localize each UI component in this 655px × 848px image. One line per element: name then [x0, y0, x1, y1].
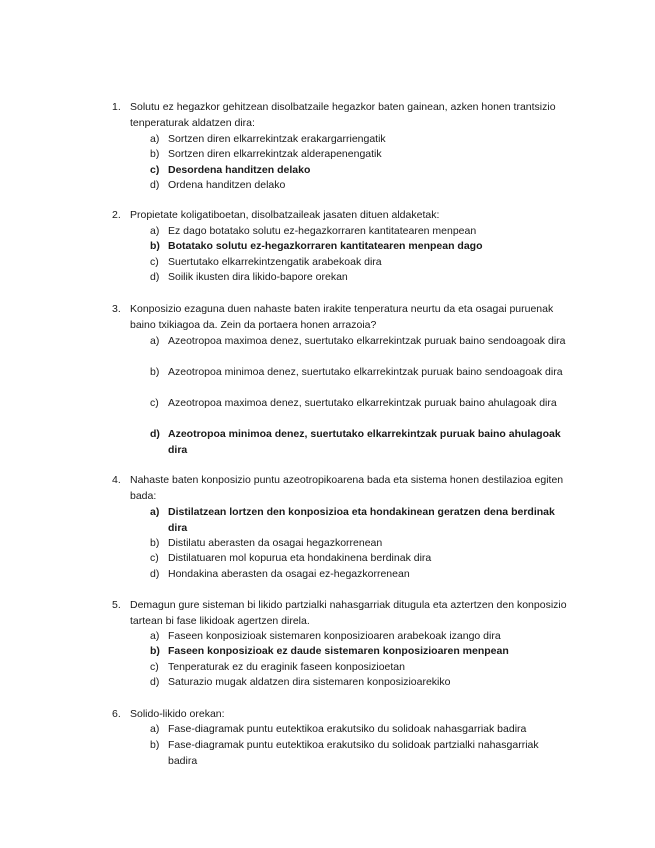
- option-text: Azeotropoa minimoa denez, suertutako elkarrekintzak puruak baino ahulagoak dira: [168, 428, 561, 456]
- option-text: Botatako solutu ez-hegazkorraren kantitatearen menpean dago: [168, 240, 483, 252]
- option-text: Hondakina aberasten da osagai ez-hegazkorrenean: [168, 568, 410, 580]
- option-label: c): [150, 552, 159, 564]
- option-label: b): [150, 645, 160, 657]
- option-text: Saturazio mugak aldatzen dira sistemaren konposizioarekiko: [168, 676, 451, 688]
- option-text: Distilatuaren mol kopurua eta hondakinena berdinak dira: [168, 552, 432, 564]
- question-number: 3.: [112, 303, 121, 315]
- question-text: Konposizio ezaguna duen nahaste baten irakite tenperatura neurtu da eta osagai puruenak baino txikiagoa da. Zein da portaera honen arrazoia?: [130, 303, 554, 331]
- question-text: Solido-likido orekan:: [130, 708, 225, 720]
- option-label: c): [150, 661, 159, 673]
- question-text: Demagun gure sisteman bi likido partzialki nahasgarriak ditugula eta aztertzen den konposizio tartean bi fase likidoak agertzen direla.: [130, 599, 567, 627]
- option-label: a): [150, 225, 160, 237]
- option-label: c): [150, 397, 159, 409]
- option-text: Tenperaturak ez du eraginik faseen konposizioetan: [168, 661, 405, 673]
- option-text: Fase-diagramak puntu eutektikoa erakutsiko du solidoak nahasgarriak badira: [168, 723, 527, 735]
- option-text: Sortzen diren elkarrekintzak erakargarriengatik: [168, 133, 386, 145]
- option-label: c): [150, 256, 159, 268]
- option-text: Faseen konposizioak sistemaren konposizioaren arabekoak izango dira: [168, 630, 501, 642]
- option-label: b): [150, 148, 160, 160]
- option-text: Ez dago botatako solutu ez-hegazkorraren kantitatearen menpean: [168, 225, 477, 237]
- option-text: Sortzen diren elkarrekintzak alderapenengatik: [168, 148, 382, 160]
- option-text: Azeotropoa maximoa denez, suertutako elkarrekintzak puruak baino sendoagoak dira: [168, 335, 566, 347]
- option-text: Ordena handitzen delako: [168, 179, 286, 191]
- option-label: a): [150, 335, 160, 347]
- option-label: c): [150, 164, 160, 176]
- option-text: Azeotropoa maximoa denez, suertutako elkarrekintzak puruak baino ahulagoak dira: [168, 397, 557, 409]
- question-number: 5.: [112, 599, 121, 611]
- option-text: Distilatzean lortzen den konposizioa eta hondakinean geratzen dena berdinak dira: [168, 506, 555, 534]
- option-label: d): [150, 428, 160, 440]
- option-label: d): [150, 676, 160, 688]
- option-label: d): [150, 271, 160, 283]
- option-label: b): [150, 366, 160, 378]
- option-label: b): [150, 240, 160, 252]
- question-number: 2.: [112, 209, 121, 221]
- option-text: Azeotropoa minimoa denez, suertutako elkarrekintzak puruak baino sendoagoak dira: [168, 366, 563, 378]
- option-label: b): [150, 537, 160, 549]
- question-number: 1.: [112, 101, 121, 113]
- option-text: Distilatu aberasten da osagai hegazkorrenean: [168, 537, 383, 549]
- question-number: 6.: [112, 708, 121, 720]
- question-number: 4.: [112, 474, 121, 486]
- option-text: Desordena handitzen delako: [168, 164, 311, 176]
- question-text: Nahaste baten konposizio puntu azeotropikoarena bada eta sistema honen destilazioa egiten bada:: [130, 474, 564, 502]
- option-label: b): [150, 739, 160, 751]
- option-label: d): [150, 568, 160, 580]
- option-label: a): [150, 723, 160, 735]
- option-label: d): [150, 179, 160, 191]
- option-label: a): [150, 133, 160, 145]
- option-label: a): [150, 506, 160, 518]
- option-text: Fase-diagramak puntu eutektikoa erakutsiko du solidoak partzialki nahasgarriak badira: [168, 739, 539, 767]
- option-text: Suertutako elkarrekintzengatik arabekoak dira: [168, 256, 382, 268]
- question-text: Propietate koligatiboetan, disolbatzaileak jasaten dituen aldaketak:: [130, 209, 440, 221]
- option-label: a): [150, 630, 160, 642]
- question-text: Solutu ez hegazkor gehitzean disolbatzaile hegazkor baten gainean, azken honen trantsizio tenperaturak aldatzen dira:: [130, 101, 556, 129]
- option-text: Soilik ikusten dira likido-bapore orekan: [168, 271, 348, 283]
- option-text: Faseen konposizioak ez daude sistemaren konposizioaren menpean: [168, 645, 509, 657]
